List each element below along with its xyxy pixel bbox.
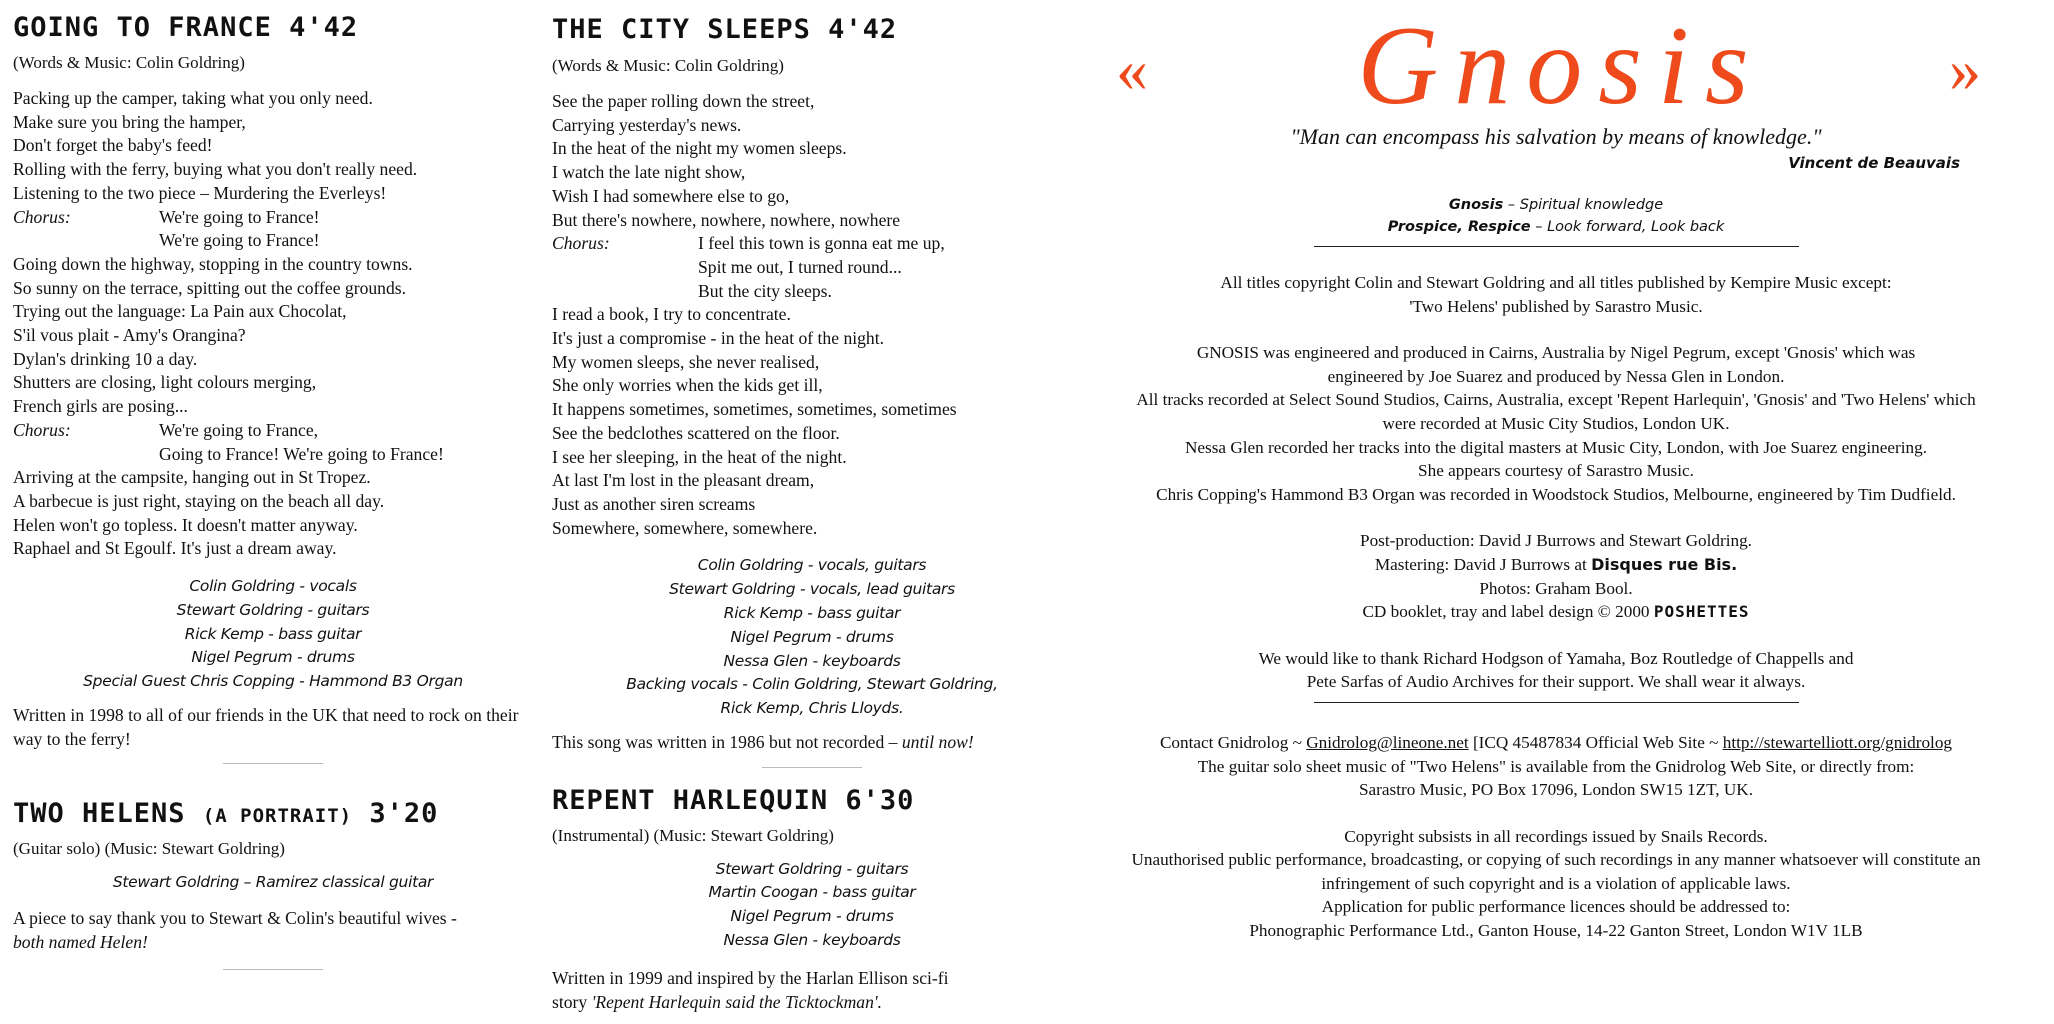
mastering-studio: Disques rue Bis. (1591, 554, 1738, 574)
lyric-line: She only worries when the kids get ill, (552, 375, 823, 396)
divider (223, 763, 323, 764)
note-text: story (552, 991, 588, 1012)
performer-credit: Stewart Goldring – Ramirez classical guitar (112, 873, 434, 892)
definitions (1066, 194, 2046, 238)
lyric-line: In the heat of the night my women sleeps. (552, 138, 847, 159)
quote-author: Vincent de Beauvais (1788, 154, 1960, 172)
performer-list (13, 575, 533, 694)
song-credits: (Words & Music: Colin Goldring) (552, 56, 784, 75)
lyric-line: But the city sleeps. (698, 280, 832, 301)
note-text: Written in 1999 and inspired by the Harlan Ellison sci-fi (552, 967, 949, 988)
lyric-line: Raphael and St Egoulf. It's just a dream away. (13, 538, 337, 559)
lyric-line: We're going to France! (159, 230, 320, 251)
legal-line: Unauthorised public performance, broadcasting, or copying of such recordings in any manner whatsoever will constitute an (1131, 850, 1981, 870)
mastering (1066, 553, 2046, 577)
performer-credit: Colin Goldring - vocals, guitars (697, 556, 927, 575)
lyric-line: My women sleeps, she never realised, (552, 351, 820, 372)
title-main: TWO HELENS (13, 798, 186, 830)
note-emphasis: until now! (901, 731, 974, 752)
lyric-line: Don't forget the baby's feed! (13, 135, 213, 156)
song-title-city-sleeps: THE CITY SLEEPS 4'42 (552, 14, 898, 45)
performer-credit: Nessa Glen - keyboards (723, 931, 901, 950)
website-link[interactable]: http://stewartelliott.org/gnidrolog (1722, 732, 1953, 752)
lyrics-going-to-france (13, 87, 533, 561)
sheet-music-line: Sarastro Music, PO Box 17096, London SW15 1ZT, UK. (1358, 780, 1754, 800)
lyric-line: Going down the highway, stopping in the country towns. (13, 253, 413, 274)
production-line: engineered by Joe Suarez and produced by Nessa Glen in London. (1327, 366, 1785, 386)
chorus-label: Chorus: (13, 419, 71, 440)
song-credits: (Guitar solo) (Music: Stewart Goldring) (13, 839, 285, 859)
performer-list (552, 554, 1072, 721)
note-text: This song was written in 1986 but not recorded – (552, 731, 898, 752)
production-line: GNOSIS was engineered and produced in Cairns, Australia by Nigel Pegrum, except 'Gnosis' which was (1196, 343, 1916, 363)
lyric-line: Going to France! We're going to France! (159, 443, 444, 464)
lyric-line: Somewhere, somewhere, somewhere. (552, 517, 818, 538)
song-note (13, 907, 533, 954)
contact-text: Contact Gnidrolog ~ (1159, 732, 1302, 752)
song-credits: (Instrumental) (Music: Stewart Goldring) (552, 825, 834, 845)
definition-prospice (1066, 216, 2046, 238)
lyric-line: Wish I had somewhere else to go, (552, 185, 790, 206)
legal-line: Application for public performance licences should be addressed to: (1321, 897, 1791, 917)
chorus-label: Chorus: (13, 206, 71, 227)
post-production-block (1066, 529, 2046, 623)
lyric-line: See the bedclothes scattered on the floor. (552, 422, 840, 443)
email-link[interactable]: Gnidrolog@lineone.net (1306, 732, 1469, 752)
left-guillemet-icon: « (1116, 34, 1148, 105)
lyric-line: We're going to France! (159, 206, 320, 227)
song-note: Written in 1998 to all of our friends in the UK that need to rock on their way to the ferry! (13, 705, 519, 749)
contact-text: [ICQ 45487834 Official Web Site ~ (1472, 732, 1719, 752)
design-credit (1066, 600, 2046, 624)
lyric-line: Rolling with the ferry, buying what you don't really need. (13, 159, 418, 180)
song-note (552, 731, 1072, 755)
lyric-line: Spit me out, I turned round... (698, 256, 902, 277)
sheet-music-line: The guitar solo sheet music of "Two Helens" is available from the Gnidrolog Web Site, or directly from: (1197, 756, 1915, 776)
chorus-block (552, 232, 1072, 256)
definition: – Spiritual knowledge (1503, 197, 1664, 213)
note-emphasis: 'Repent Harlequin said the Ticktockman'. (591, 991, 883, 1012)
performer-credit: Backing vocals - Colin Goldring, Stewart Goldring, (626, 675, 998, 694)
song-title-two-helens (13, 798, 533, 829)
song-title-going-to-france: GOING TO FRANCE 4'42 (13, 12, 359, 43)
post-production: Post-production: David J Burrows and Stewart Goldring. (1360, 531, 1752, 551)
design-text: CD booklet, tray and label design (1362, 602, 1594, 622)
note-text: A piece to say thank you to Stewart & Colin's beautiful wives - (13, 908, 457, 929)
logo-wordmark: Gnosis (1357, 4, 1765, 128)
production-line: She appears courtesy of Sarastro Music. (1418, 461, 1694, 481)
thanks-line: Pete Sarfas of Audio Archives for their support. We shall wear it always. (1306, 672, 1806, 692)
lyric-line: French girls are posing... (13, 396, 188, 417)
lyric-line: I read a book, I try to concentrate. (552, 304, 791, 325)
performer-credit: Nessa Glen - keyboards (723, 651, 901, 670)
performer-credit: Rick Kemp - bass guitar (184, 624, 362, 643)
definition-gnosis (1066, 194, 2046, 216)
note-emphasis: both named Helen! (13, 931, 148, 952)
lyric-line: At last I'm lost in the pleasant dream, (552, 470, 815, 491)
chorus-block (13, 419, 533, 443)
note-text-line (552, 991, 1072, 1015)
lyric-line: See the paper rolling down the street, (552, 91, 815, 111)
song-note (552, 967, 1072, 1014)
copyright-block (1066, 271, 2046, 318)
performer-credit: Rick Kemp - bass guitar (723, 603, 901, 622)
divider (762, 767, 862, 768)
lyric-line: Carrying yesterday's news. (552, 114, 742, 135)
lyric-line: Helen won't go topless. It doesn't matter anyway. (13, 514, 358, 535)
lyric-line: Shutters are closing, light colours merging, (13, 372, 317, 393)
performer-credit: Special Guest Chris Copping - Hammond B3 Organ (83, 672, 463, 691)
term: Gnosis (1448, 197, 1504, 213)
column-right (1066, 0, 2046, 943)
performer-credit: Rick Kemp, Chris Lloyds. (720, 699, 904, 718)
mastering-text: Mastering: David J Burrows at (1374, 554, 1587, 574)
copyright-line: 'Two Helens' published by Sarastro Music. (1409, 296, 1703, 316)
divider (1314, 246, 1799, 247)
lyric-line: Dylan's drinking 10 a day. (13, 348, 198, 369)
lyric-line: I see her sleeping, in the heat of the night. (552, 446, 847, 467)
lyric-line: But there's nowhere, nowhere, nowhere, nowhere (552, 209, 901, 230)
performer-credit: Stewart Goldring - guitars (715, 859, 909, 878)
lyric-line: I watch the late night show, (552, 162, 746, 183)
lyric-line: S'il vous plait - Amy's Orangina? (13, 325, 246, 346)
chorus-block (13, 206, 533, 230)
performer-credit: Nigel Pegrum - drums (191, 648, 355, 667)
column-left (13, 0, 533, 970)
lyric-line: Packing up the camper, taking what you only need. (13, 88, 373, 108)
performer-credit: Nigel Pegrum - drums (730, 907, 894, 926)
column-middle (552, 0, 1072, 1014)
song-title-repent-harlequin: REPENT HARLEQUIN 6'30 (552, 784, 915, 816)
performer-credit: Nigel Pegrum - drums (730, 627, 894, 646)
production-line: Nessa Glen recorded her tracks into the digital masters at Music City, London, with Joe Suarez engineering. (1184, 437, 1928, 457)
contact-block (1066, 731, 2046, 802)
lyrics-city-sleeps (552, 90, 1072, 540)
song-credits: (Words & Music: Colin Goldring) (13, 53, 245, 72)
legal-line: infringement of such copyright and is a violation of applicable laws. (1321, 873, 1791, 893)
legal-block (1066, 825, 2046, 943)
performer-credit: Stewart Goldring - vocals, lead guitars (669, 580, 955, 599)
lyric-line: Just as another siren screams (552, 493, 756, 514)
lyric-line: Listening to the two piece – Murdering the Everleys! (13, 182, 387, 203)
performer-credit: Colin Goldring - vocals (189, 577, 357, 596)
chorus-label: Chorus: (552, 233, 610, 254)
performer-credit: Martin Coogan - bass guitar (708, 883, 916, 902)
production-line: were recorded at Music City Studios, London UK. (1382, 413, 1730, 433)
lyric-line: Make sure you bring the hamper, (13, 111, 246, 132)
design-copyright: © 2000 (1597, 602, 1650, 622)
lyric-line: Trying out the language: La Pain aux Chocolat, (13, 301, 347, 322)
legal-line: Copyright subsists in all recordings issued by Snails Records. (1344, 826, 1768, 846)
lyric-line: It happens sometimes, sometimes, sometimes, sometimes (552, 399, 957, 420)
photos: Photos: Graham Bool. (1479, 578, 1633, 598)
divider (223, 969, 323, 970)
lyric-line: I feel this town is gonna eat me up, (698, 233, 945, 254)
production-line: All tracks recorded at Select Sound Studios, Cairns, Australia, except 'Repent Harlequin', 'Gnosis' and 'Two Helens' which (1136, 390, 1976, 410)
thanks-line: We would like to thank Richard Hodgson of Yamaha, Boz Routledge of Chappells and (1258, 648, 1854, 668)
design-studio: POSHETTES (1653, 602, 1750, 622)
lyric-line: It's just a compromise - in the heat of the night. (552, 328, 885, 349)
contact-line (1066, 731, 2046, 755)
right-guillemet-icon: » (1949, 34, 1981, 105)
term: Prospice, Respice (1387, 219, 1531, 235)
album-logo (1066, 0, 2046, 128)
production-block (1066, 341, 2046, 506)
title-subtitle: (A PORTRAIT) (202, 805, 353, 828)
performer-credit: Stewart Goldring - guitars (176, 600, 370, 619)
album-quote: "Man can encompass his salvation by means of knowledge." (1290, 124, 1822, 149)
lyric-line: We're going to France, (159, 419, 319, 440)
lyric-line: So sunny on the terrace, spitting out the coffee grounds. (13, 277, 407, 298)
production-line: Chris Copping's Hammond B3 Organ was recorded in Woodstock Studios, Melbourne, engineered by Tim Dudfield. (1156, 484, 1956, 504)
thanks-block (1066, 647, 2046, 694)
title-duration: 3'20 (369, 798, 439, 830)
performer-list (552, 858, 1072, 953)
copyright-line: All titles copyright Colin and Stewart Goldring and all titles published by Kempire Music except: (1220, 273, 1892, 292)
definition: – Look forward, Look back (1530, 219, 1725, 235)
lyric-line: A barbecue is just right, staying on the beach all day. (13, 490, 385, 511)
divider (1314, 702, 1799, 703)
legal-line: Phonographic Performance Ltd., Ganton House, 14-22 Ganton Street, London W1V 1LB (1249, 921, 1863, 941)
lyric-line: Arriving at the campsite, hanging out in St Tropez. (13, 467, 371, 488)
